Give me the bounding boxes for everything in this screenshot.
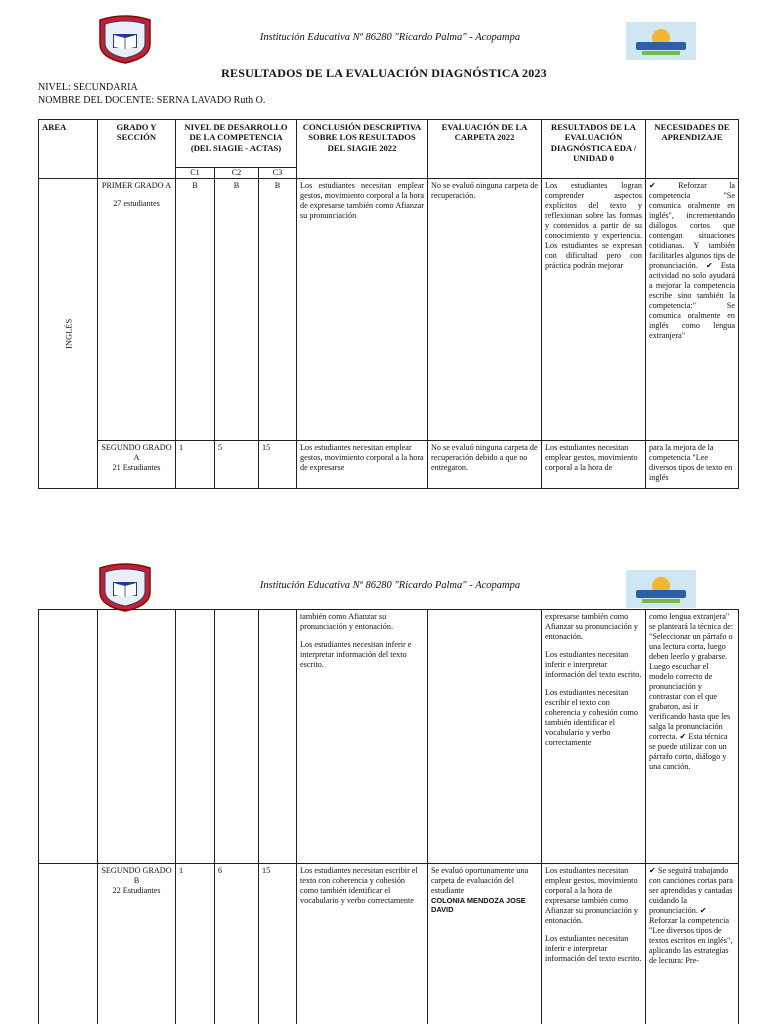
resultados-text: Los estudiantes necesitan inferir e interpretar información del texto escrito. xyxy=(545,650,642,679)
results-table xyxy=(38,119,739,489)
carpeta-cell: No se evaluó ninguna carpeta de recuperación debido a que no entregaron. xyxy=(428,441,542,489)
estudiantes-count: 27 estudiantes xyxy=(113,199,160,208)
grado-name: PRIMER GRADO A xyxy=(101,181,172,190)
area-label: INGLÉS xyxy=(39,179,98,489)
necesidades-cell: para la mejora de la competencia "Lee diversos tipos de texto en inglés xyxy=(646,441,739,489)
table-row xyxy=(39,610,739,864)
col-header-c1: C1 xyxy=(176,168,215,179)
c2-value: 6 xyxy=(215,864,259,1024)
header-row xyxy=(39,120,739,168)
resultados-cell xyxy=(542,610,646,864)
col-header-nivel: NIVEL DE DESARROLLO DE LA COMPETENCIA (DEL SIAGIE - ACTAS) xyxy=(176,120,297,168)
col-header-c2: C2 xyxy=(215,168,259,179)
carpeta-cell: No se evaluó ninguna carpeta de recuperación. xyxy=(428,179,542,441)
resultados-cell: Los estudiantes logran comprender aspectos explícitos del texto y reflexionan sobre las formas y contenidos a partir de su conocimiento y experiencia. Los estudiantes se expresan con dificultad pero con práctica podrán mejorar xyxy=(542,179,646,441)
completa-logo xyxy=(626,22,696,60)
results-table-continued xyxy=(38,609,739,1024)
c1-value: 1 xyxy=(176,441,215,489)
conclusion-cell: Los estudiantes necesitan emplear gestos, movimiento corporal a la hora de expresarse xyxy=(297,441,428,489)
necesidades-cell: ✔ Se seguirá trabajando con canciones cortas para ser aprendidas y cantadas cuidando la pronunciación. ✔ Reforzar la competencia "Lee diversos tipos de textos escritos en inglés", aplicando las estrategias de lectura: Pre- xyxy=(646,864,739,1024)
page-section-1 xyxy=(0,0,768,500)
carpeta-cell xyxy=(428,864,542,1024)
c1-value: B xyxy=(176,179,215,441)
grado-cell xyxy=(98,610,176,864)
c3-value: 15 xyxy=(259,441,297,489)
resultados-text: Los estudiantes necesitan inferir e interpretar información del texto escrito. xyxy=(545,934,642,963)
conclusion-cell xyxy=(297,610,428,864)
estudiantes-count: 22 Estudiantes xyxy=(112,886,161,895)
c3-value: B xyxy=(259,179,297,441)
col-header-conclusion: CONCLUSIÓN DESCRIPTIVA SOBRE LOS RESULTADOS DEL SIAGIE 2022 xyxy=(297,120,428,179)
school-crest-logo xyxy=(96,14,154,64)
grado-cell xyxy=(98,864,176,1024)
completa-logo xyxy=(626,570,696,608)
col-header-carpeta: EVALUACIÓN DE LA CARPETA 2022 xyxy=(428,120,542,179)
page-section-2 xyxy=(0,548,768,1024)
student-name: COLONIA MENDOZA JOSE DAVID xyxy=(431,896,526,915)
resultados-cell xyxy=(542,864,646,1024)
institution-name: Institución Educativa Nº 86280 "Ricardo Palma" - Acopampa xyxy=(259,32,521,43)
nivel-line: NIVEL: SECUNDARIA xyxy=(38,82,138,93)
header xyxy=(0,548,768,618)
resultados-text: Los estudiantes necesitan emplear gestos, movimiento corporal a la hora de expresarse también como Afianzar su pronunciación y entonación. xyxy=(545,866,638,925)
col-header-resultados: RESULTADOS DE LA EVALUACIÓN DIAGNÓSTICA EDA / UNIDAD 0 xyxy=(542,120,646,179)
col-header-area: AREA xyxy=(39,120,98,179)
grado-name: SEGUNDO GRADO A xyxy=(101,443,172,462)
estudiantes-count: 21 Estudiantes xyxy=(112,463,161,472)
school-crest-logo xyxy=(96,562,154,612)
area-cell xyxy=(39,864,98,1024)
c2-value: 5 xyxy=(215,441,259,489)
col-header-necesidades: NECESIDADES DE APRENDIZAJE xyxy=(646,120,739,179)
necesidades-cell: ✔ Reforzar la competencia "Se comunica oralmente en inglés", incrementando diálogos cortos que contengan situaciones cotidianas. Y también facilitarles algunos tips de pronunciación. ✔ Esta actividad no solo ayudará a mejorar la competencia escribe sino también la competencia:" Se comunica oralmente en inglés como lengua extranjera" xyxy=(646,179,739,441)
header xyxy=(0,0,768,70)
conclusion-text: Los estudiantes necesitan inferir e interpretar información del texto escrito. xyxy=(300,640,412,669)
table-row xyxy=(39,441,739,489)
col-header-grado: GRADO Y SECCIÓN xyxy=(98,120,176,179)
grado-cell xyxy=(98,179,176,441)
c3-value xyxy=(259,610,297,864)
institution-name: Institución Educativa Nº 86280 "Ricardo Palma" - Acopampa xyxy=(259,580,521,591)
table-row xyxy=(39,864,739,1024)
conclusion-text: también como Afianzar su pronunciación y entonación. xyxy=(300,612,393,631)
conclusion-cell: Los estudiantes necesitan escribir el texto con coherencia y cohesión como también identificar el vocabulario y verbo correctamente xyxy=(297,864,428,1024)
grado-cell xyxy=(98,441,176,489)
resultados-text: expresarse también como Afianzar su pronunciación y entonación. xyxy=(545,612,638,641)
resultados-text: Los estudiantes necesitan escribir el texto con coherencia y cohesión como también identificar el vocabulario y verbo correctamente xyxy=(545,688,638,747)
carpeta-text: Se evaluó oportunamente una carpeta de evaluación del estudiante xyxy=(431,866,529,895)
table-row xyxy=(39,179,739,441)
document-title: RESULTADOS DE LA EVALUACIÓN DIAGNÓSTICA 2023 xyxy=(221,66,547,80)
grado-name: SEGUNDO GRADO B xyxy=(101,866,172,885)
conclusion-cell: Los estudiantes necesitan emplear gestos, movimiento corporal a la hora de expresarse también como Afianzar su pronunciación xyxy=(297,179,428,441)
necesidades-cell: como lengua extranjera" se planteará la técnica de: "Seleccionar un párrafo o una lectura corta, luego deben leerlo y grabarse. Luego escuchar el modelo correcto de pronunciación y contrastar con el que grabaron, así ir verificando hasta que les salga la pronunciación correcta. ✔ Esta técnica se puede utilizar con un párrafo corto, diálogo y una canción. xyxy=(646,610,739,864)
area-cell xyxy=(39,610,98,864)
col-header-c3: C3 xyxy=(259,168,297,179)
docente-line: NOMBRE DEL DOCENTE: SERNA LAVADO Ruth O. xyxy=(38,95,266,106)
resultados-cell: Los estudiantes necesitan emplear gestos, movimiento corporal a la hora de xyxy=(542,441,646,489)
c2-value: B xyxy=(215,179,259,441)
c1-value xyxy=(176,610,215,864)
c2-value xyxy=(215,610,259,864)
carpeta-cell xyxy=(428,610,542,864)
c3-value: 15 xyxy=(259,864,297,1024)
c1-value: 1 xyxy=(176,864,215,1024)
